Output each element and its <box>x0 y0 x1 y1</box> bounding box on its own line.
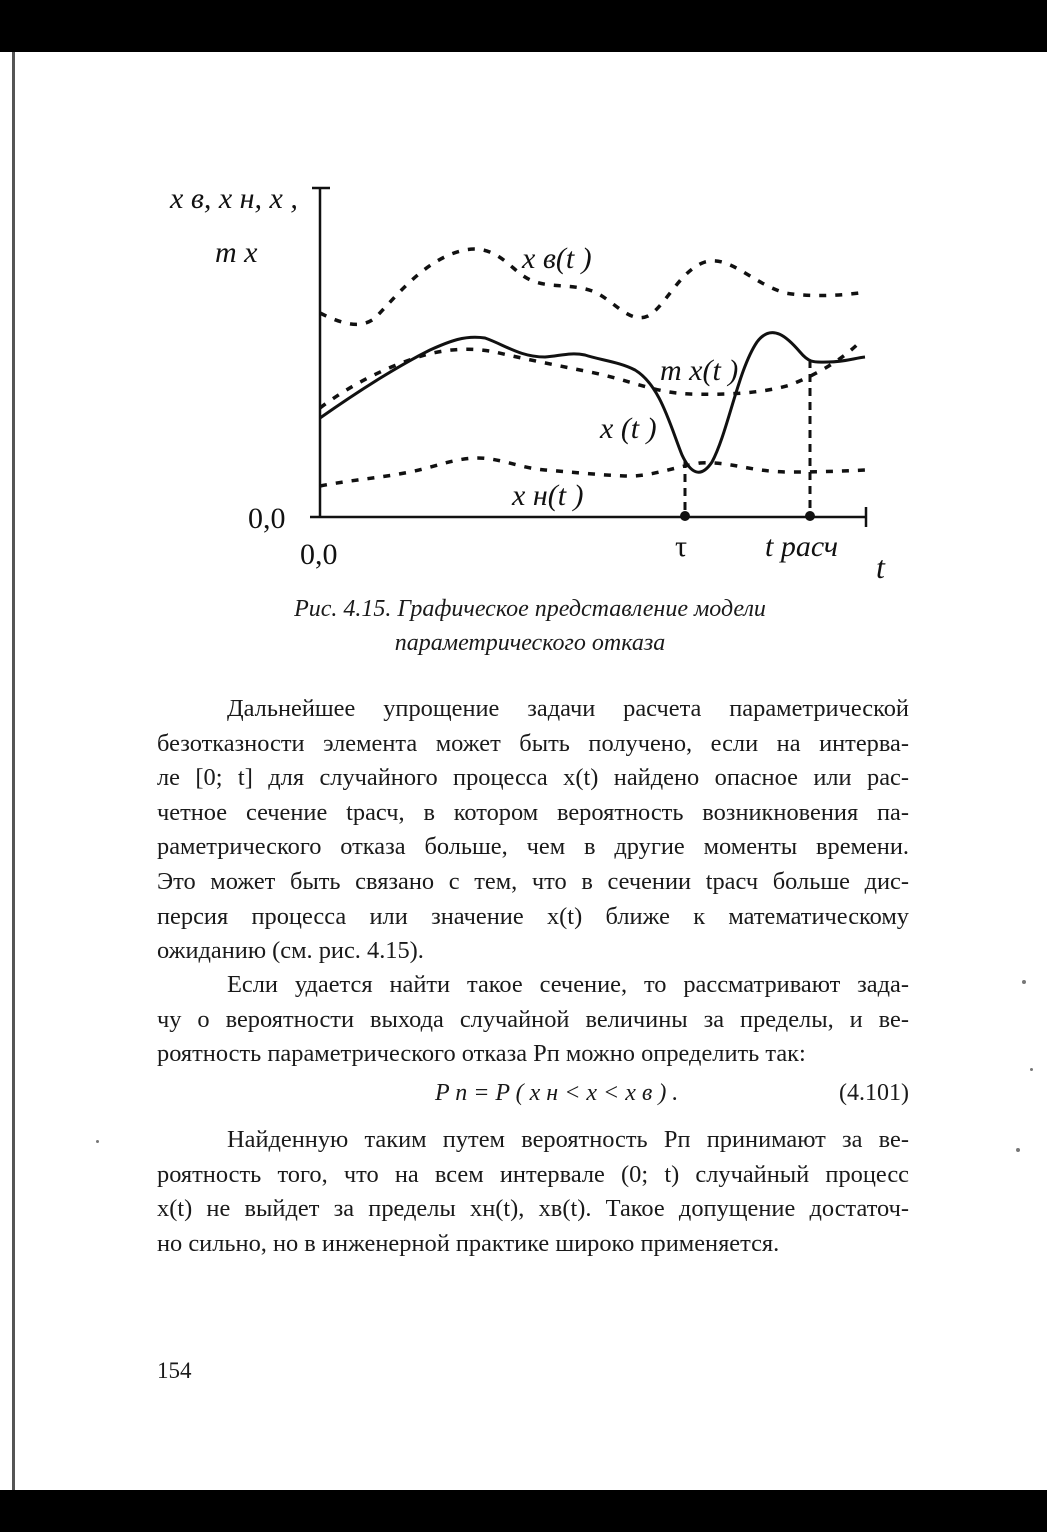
t-rasch-label: t расч <box>765 530 839 563</box>
paragraph-3 <box>157 1123 909 1261</box>
y-origin-label: 0,0 <box>248 502 286 535</box>
figure-caption <box>160 592 900 660</box>
scan-left-edge <box>12 52 15 1490</box>
x-origin-label: 0,0 <box>300 538 338 571</box>
curve-x-lower <box>320 458 866 486</box>
paragraph-1-line: четное сечение tрасч, в котором вероятность возникновения па- <box>157 798 909 826</box>
paragraph-1-line: Дальнейшее упрощение задачи расчета параметрической <box>227 695 909 722</box>
paragraph-3-line: x(t) не выйдет за пределы xн(t), xв(t). Такое допущение достаточ- <box>157 1195 909 1223</box>
paragraph-1-line: безотказности элемента может быть получено, если на интерва- <box>157 729 909 757</box>
label-x: x (t ) <box>600 412 657 445</box>
paragraph-1-line: ожиданию (см. рис. 4.15). <box>157 937 424 965</box>
paragraph-3-line: роятность того, что на всем интервале (0; t) случайный процесс <box>157 1160 909 1188</box>
t-rasch-point <box>805 511 815 521</box>
tau-label: τ <box>675 530 688 563</box>
equation-number: (4.101) <box>839 1080 909 1106</box>
scan-speck <box>96 1140 99 1143</box>
scan-top-border <box>0 0 1047 52</box>
curve-m-x <box>320 340 862 408</box>
paragraph-1-line: персия процесса или значение x(t) ближе к математическому <box>157 902 909 930</box>
curve-x-upper <box>320 249 866 324</box>
paragraph-1-line: ле [0; t] для случайного процесса x(t) найдено опасное или рас- <box>157 764 909 792</box>
curve-x <box>320 333 865 473</box>
paragraph-3-line: Найденную таким путем вероятность Pп принимают за ве- <box>227 1126 909 1153</box>
paragraph-1 <box>157 692 909 969</box>
label-x-upper: x в(t ) <box>522 242 592 275</box>
caption-line-1: Рис. 4.15. Графическое представление модели <box>294 596 766 622</box>
label-x-lower: x н(t ) <box>512 479 584 512</box>
figure-4-15 <box>160 180 900 600</box>
y-axis-label-line1: x в, x н, x , <box>170 182 298 215</box>
paragraph-1-line: Это может быть связано с тем, что в сечении tрасч больше дис- <box>157 867 909 895</box>
label-m-x: m х(t ) <box>660 354 739 387</box>
paragraph-2-line: чу о вероятности выхода случайной величины за пределы, и ве- <box>157 1005 909 1033</box>
y-axis-label-line2: m х <box>215 236 258 269</box>
equation-expression: P п = P ( x н < x < x в ) . <box>435 1080 679 1106</box>
page-number: 154 <box>157 1358 192 1383</box>
paragraph-2-line: Если удается найти такое сечение, то рассматривают зада- <box>227 971 909 998</box>
paragraph-1-line: раметрического отказа больше, чем в другие моменты времени. <box>157 833 909 861</box>
scan-speck <box>1016 1148 1020 1152</box>
equation-4-101 <box>157 1078 909 1114</box>
figure-plot <box>160 180 900 600</box>
scan-speck <box>1022 980 1026 984</box>
x-axis-label: t <box>876 549 885 585</box>
scan-speck <box>1030 1068 1033 1071</box>
tau-point <box>680 511 690 521</box>
caption-line-2: параметрического отказа <box>394 630 666 656</box>
paragraph-2-line: роятность параметрического отказа Pп можно определить так: <box>157 1040 806 1068</box>
paragraph-2 <box>157 968 909 1072</box>
paragraph-3-line: но сильно, но в инженерной практике широко применяется. <box>157 1229 780 1257</box>
scan-bottom-border <box>0 1490 1047 1532</box>
